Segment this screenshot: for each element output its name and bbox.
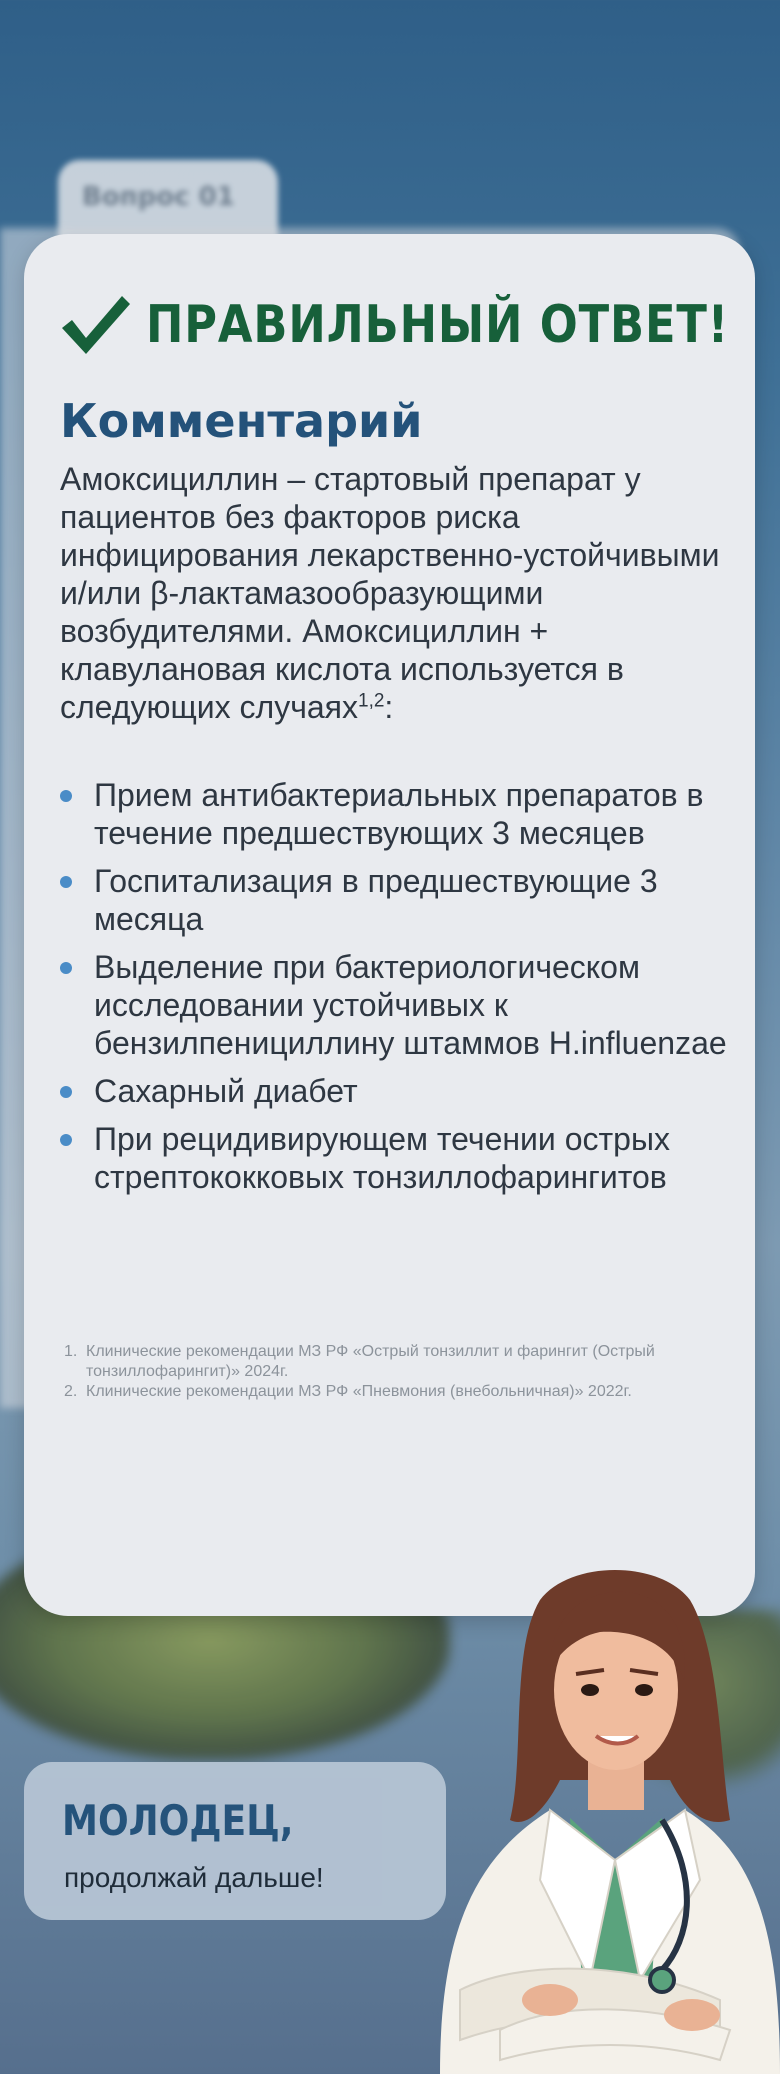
praise-title: МОЛОДЕЦ, — [62, 1796, 294, 1845]
praise-banner — [24, 1762, 446, 1920]
comment-heading: Комментарий — [60, 394, 423, 448]
comment-body-refs: 1,2 — [358, 690, 385, 712]
background-question-tab: Вопрос 01 — [58, 160, 278, 240]
checkmark-icon — [58, 290, 132, 360]
list-item: Выделение при бактериологическом исследовании устойчивых к бензилпенициллину штаммов H.influenzae — [60, 948, 750, 1062]
list-item: Госпитализация в предшествующие 3 месяца — [60, 862, 750, 938]
comment-body — [60, 460, 720, 726]
doctor-illustration — [400, 1560, 780, 2074]
answer-status-title: ПРАВИЛЬНЫЙ ОТВЕТ! — [146, 295, 729, 355]
praise-subtitle: продолжай дальше! — [64, 1862, 324, 1893]
answer-status-row — [58, 290, 780, 360]
reference-item: 2. Клинические рекомендации МЗ РФ «Пневмония (внебольничная)» 2022г. — [64, 1383, 632, 1400]
bullet-dot-icon — [60, 1086, 72, 1098]
answer-card — [24, 234, 755, 1616]
comment-body-text: Амоксициллин – стартовый препарат у пациентов без факторов риска инфицирования лекарственно-устойчивыми и/или β-лактамазообразующими возбудителями. Амоксициллин + клавулановая кислота используется в следующих случаях — [60, 461, 720, 725]
bullet-dot-icon — [60, 790, 72, 802]
bullet-dot-icon — [60, 876, 72, 888]
list-item: Сахарный диабет — [60, 1072, 750, 1110]
list-item: Прием антибактериальных препаратов в течение предшествующих 3 месяцев — [60, 776, 750, 852]
list-item: При рецидивирующем течении острых стрептококковых тонзиллофарингитов — [60, 1120, 750, 1196]
reference-item: 1. Клинические рекомендации МЗ РФ «Острый тонзиллит и фарингит (Острый тонзиллофарингит)» 2024г. — [64, 1343, 655, 1380]
bullet-dot-icon — [60, 1134, 72, 1146]
references-list — [64, 1342, 754, 1402]
indications-list — [60, 776, 750, 1206]
comment-body-colon: : — [384, 689, 394, 725]
bullet-dot-icon — [60, 962, 72, 974]
